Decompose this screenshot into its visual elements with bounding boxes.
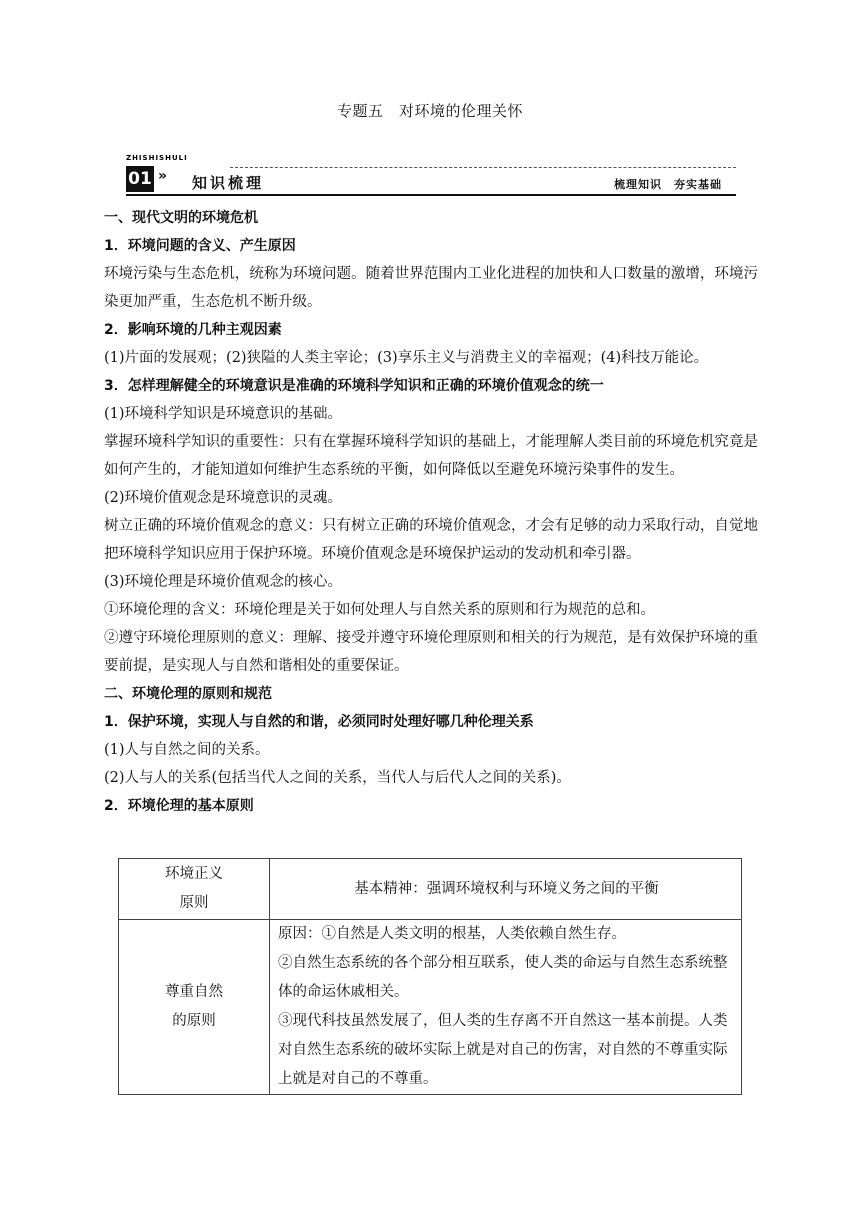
paragraph: (3)环境伦理是环境价值观念的核心。 [104,574,343,590]
table-row [119,859,742,920]
double-chevron-icon: » [158,168,168,184]
table-row [119,920,742,1095]
page-title: 专题五 对环境的伦理关怀 [336,102,523,120]
principle-description-cell [270,859,742,920]
paragraph: 树立正确的环境价值观念的意义：只有树立正确的环境价值观念，才会有足够的动力采取行动，自觉地把环境科学知识应用于保护环境。环境价值观念是环境保护运动的发动机和牵引器。 [104,518,758,562]
subsection-heading: 1．环境问题的含义、产生原因 [104,238,296,254]
banner-rule [126,194,736,196]
banner-number-badge: 01 [126,166,154,192]
banner-pinyin: ZHISHISHULI [126,154,188,162]
document-body [104,204,758,820]
principle-description-line: ③现代科技虽然发展了，但人类的生存离不开自然这一基本前提。人类对自然生态系统的破坏实际上就是对自己的伤害，对自然的不尊重实际上就是对自己的不尊重。 [278,1013,728,1087]
subsection-heading: 2．环境伦理的基本原则 [104,798,254,814]
principle-name-line: 的原则 [172,1013,216,1029]
principle-name-line: 环境正义 [165,866,223,882]
subsection-heading: 2．影响环境的几种主观因素 [104,322,282,338]
paragraph: ②遵守环境伦理原则的意义：理解、接受并遵守环境伦理原则和相关的行为规范，是有效保护环境的重要前提，是实现人与自然和谐相处的重要保证。 [104,630,758,674]
paragraph: (2)环境价值观念是环境意识的灵魂。 [104,490,343,506]
section-heading: 一、现代文明的环境危机 [104,210,258,226]
principle-name-cell [119,859,270,920]
banner-heading: 知识梳理 [192,174,265,192]
paragraph: 掌握环境科学知识的重要性：只有在掌握环境科学知识的基础上，才能理解人类目前的环境危机究竟是如何产生的，才能知道如何维护生态系统的平衡，如何降低以至避免环境污染事件的发生。 [104,434,758,478]
section-banner [126,152,736,198]
principles-table [118,858,742,1095]
subsection-heading: 1．保护环境，实现人与自然的和谐，必须同时处理好哪几种伦理关系 [104,714,534,730]
section-heading: 二、环境伦理的原则和规范 [104,686,272,702]
principle-description-line: 原因：①自然是人类文明的根基，人类依赖自然生存。 [278,926,626,942]
paragraph: (1)片面的发展观；(2)狭隘的人类主宰论；(3)享乐主义与消费主义的幸福观；(4)科技万能论。 [104,350,709,366]
paragraph: (1)环境科学知识是环境意识的基础。 [104,406,343,422]
principle-name-cell [119,920,270,1095]
subsection-heading: 3．怎样理解健全的环境意识是准确的环境科学知识和正确的环境价值观念的统一 [104,378,604,394]
principle-description-line: ②自然生态系统的各个部分相互联系，使人类的命运与自然生态系统整体的命运休戚相关。 [278,955,728,1000]
paragraph: 环境污染与生态危机，统称为环境问题。随着世界范围内工业化进程的加快和人口数量的激增，环境污染更加严重，生态危机不断升级。 [104,266,758,310]
banner-tagline: 梳理知识 夯实基础 [614,178,722,191]
principle-name-line: 原则 [179,895,209,911]
paragraph: ①环境伦理的含义：环境伦理是关于如何处理人与自然关系的原则和行为规范的总和。 [104,602,655,618]
paragraph: (1)人与自然之间的关系。 [104,742,270,758]
principle-name-line: 尊重自然 [165,984,223,1000]
banner-dashed-line [230,167,736,168]
principle-description-line: 基本精神：强调环境权利与环境义务之间的平衡 [354,880,659,897]
principle-description-cell [270,920,742,1095]
paragraph: (2)人与人的关系(包括当代人之间的关系，当代人与后代人之间的关系)。 [104,770,571,786]
